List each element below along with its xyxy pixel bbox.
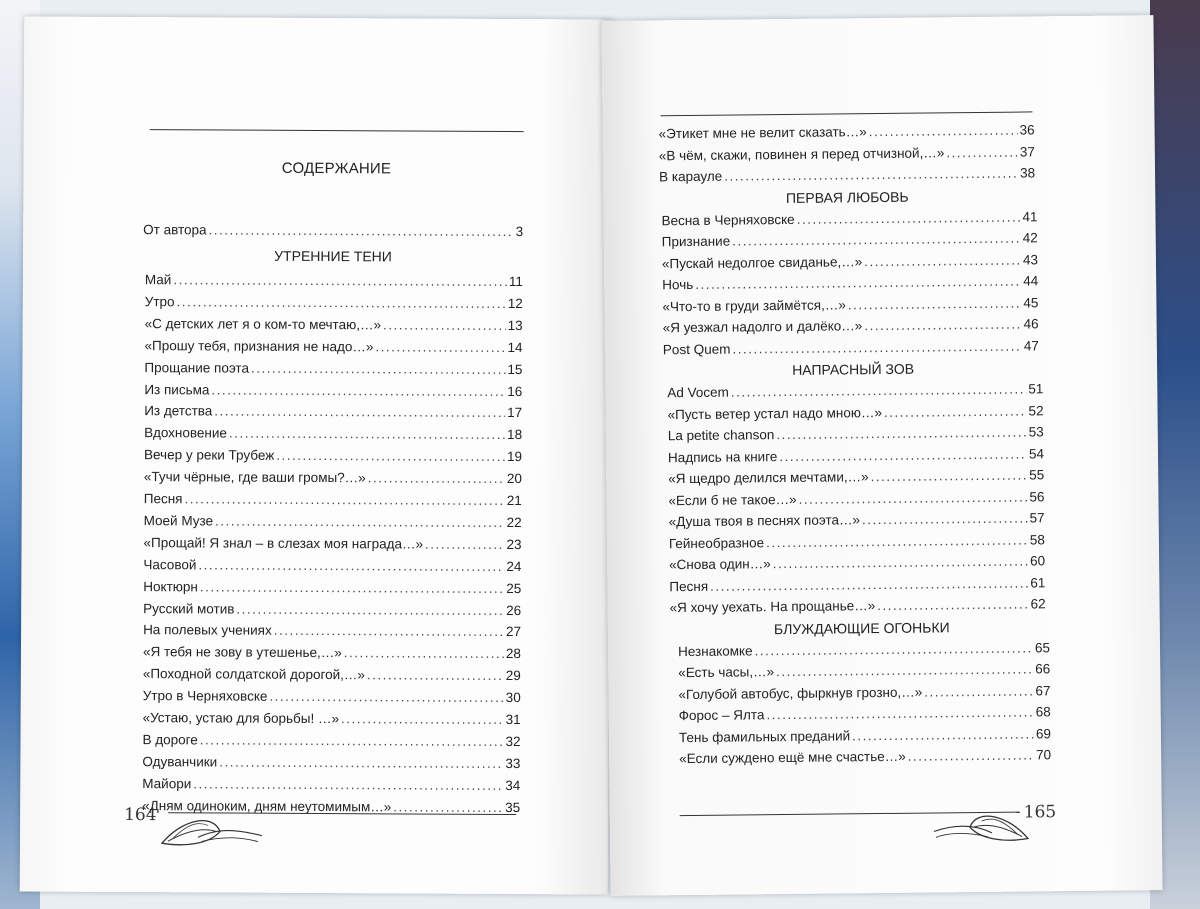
leader-dots [776, 659, 1033, 682]
leader-dots [710, 573, 1028, 596]
toc-entry-label: Из детства [144, 403, 213, 419]
toc-entry-label: «Пусть ветер устал надо мною…» [667, 404, 883, 422]
toc-entry-label: Незнакомке [677, 642, 753, 659]
toc-entry-page: 47 [1023, 337, 1039, 354]
toc-entry [668, 465, 1044, 489]
toc-entry-label: La petite chanson [667, 427, 775, 444]
leader-dots [870, 465, 1027, 487]
toc-entry-page: 24 [506, 558, 522, 574]
toc-entry [661, 207, 1037, 231]
toc-entry-page: 51 [1028, 381, 1044, 397]
leader-dots [766, 530, 1028, 553]
toc-entry [142, 774, 520, 796]
toc-entry [668, 487, 1044, 511]
toc-entry-label: «В чём, скажи, повинен я перед отчизной,…» [658, 144, 945, 163]
toc-entry [143, 708, 521, 730]
leader-dots [274, 621, 504, 642]
toc-entry-label: От автора [143, 222, 207, 238]
toc-entry-label: «Если б не такое…» [668, 491, 797, 508]
leader-dots [864, 250, 1021, 272]
leader-dots [236, 599, 504, 620]
toc-entry-label: «С детских лет я о ком-то мечтаю,…» [144, 315, 382, 333]
toc-entry [662, 293, 1038, 317]
leader-dots [862, 508, 1028, 530]
leader-dots [754, 638, 1033, 661]
toc-entry-page: 42 [1022, 230, 1038, 246]
toc-list-right [601, 15, 1153, 767]
leader-dots [344, 643, 504, 664]
leader-dots [869, 121, 1018, 143]
toc-entry-page: 62 [1030, 596, 1046, 612]
toc-entry-page: 65 [1034, 639, 1051, 655]
toc-entry [669, 594, 1045, 618]
toc-entry-label: «Этикет мне не велит сказать…» [658, 124, 867, 142]
leader-dots [276, 446, 505, 467]
toc-entry-page: 55 [1029, 467, 1045, 483]
leader-dots [173, 270, 507, 292]
toc-entry-label: Гейнеобразное [668, 534, 765, 551]
toc-entry-page: 25 [506, 580, 522, 596]
toc-entry [145, 292, 523, 314]
toc-entry [678, 659, 1050, 683]
toc-entry-label: Русский мотив [143, 600, 235, 617]
right-page [601, 15, 1162, 896]
toc-entry-label: Вдохновение [144, 425, 227, 441]
leader-dots [797, 207, 1021, 229]
section-heading: БЛУЖДАЮЩИЕ ОГОНЬКИ [773, 618, 950, 637]
toc-entry-page: 52 [1028, 402, 1044, 418]
leader-dots [884, 401, 1027, 422]
leader-dots [215, 511, 505, 533]
leader-dots [198, 555, 504, 577]
leader-dots [251, 358, 506, 379]
toc-entry-page: 3 [515, 224, 524, 240]
toc-entry [144, 358, 522, 380]
left-page [20, 16, 613, 894]
toc-entry [144, 489, 522, 511]
toc-entry [145, 336, 523, 358]
toc-entry [144, 401, 522, 423]
toc-entry-label: «Есть часы,…» [678, 664, 775, 681]
toc-entry [144, 380, 522, 402]
toc-entry-label: Майори [142, 775, 192, 792]
toc-entry-page: 46 [1023, 316, 1039, 332]
toc-entry-label: Ноктюрн [143, 578, 198, 594]
toc-entry [662, 271, 1038, 295]
toc-entry [144, 423, 522, 445]
leader-dots [425, 534, 505, 554]
leader-dots [773, 551, 1029, 574]
toc-entry-label: «Прошу тебя, признания не надо…» [144, 337, 374, 354]
leaf-ornament-icon [932, 808, 1032, 849]
leader-dots [776, 422, 1027, 445]
leader-dots [766, 702, 1033, 725]
toc-entry-page: 60 [1030, 553, 1046, 569]
toc-entry-label: На полевых учениях [143, 622, 272, 639]
toc-entry [659, 163, 1035, 187]
toc-entry [143, 620, 521, 642]
toc-entry-label: «Что-то в груди займётся,…» [662, 296, 846, 314]
toc-entry-label: Надпись на книге [667, 448, 778, 465]
toc-entry-label: Песня [143, 491, 183, 507]
toc-entry-page: 20 [506, 471, 522, 487]
toc-entry-label: Часовой [143, 556, 197, 573]
toc-entry [678, 638, 1050, 662]
toc-entry-label: «Я уезжал надолго и далёко…» [662, 318, 863, 336]
toc-entry-label: Утро в Черняховске [142, 688, 268, 704]
toc-entry [143, 599, 521, 621]
toc-entry-page: 41 [1022, 208, 1038, 225]
toc-entry [143, 642, 521, 664]
toc-entry-page: 44 [1023, 273, 1039, 289]
toc-entry-page: 26 [506, 602, 522, 618]
leader-dots [214, 402, 505, 424]
toc-entry-page: 22 [506, 514, 522, 530]
leader-dots [695, 272, 1021, 295]
toc-entry-page: 17 [507, 405, 523, 421]
toc-entry-label: «Если суждено ещё мне счастье…» [679, 748, 906, 767]
toc-entry-page: 19 [506, 449, 523, 465]
leader-dots [211, 380, 505, 402]
leader-dots [177, 292, 506, 314]
leader-dots [724, 164, 1018, 187]
toc-entry [667, 401, 1043, 425]
toc-entry-page: 14 [507, 339, 523, 355]
toc-entry [669, 573, 1045, 597]
toc-entry-label: Вечер у реки Трубеж [143, 447, 275, 463]
toc-entry-page: 57 [1029, 510, 1045, 526]
leader-dots [732, 229, 1021, 252]
toc-entry-page: 13 [507, 317, 523, 333]
toc-entry-page: 54 [1028, 445, 1045, 461]
toc-entry [144, 445, 522, 467]
section-heading: УТРЕННИЕ ТЕНИ [274, 247, 392, 265]
toc-entry-intro [143, 220, 523, 242]
toc-entry-page: 16 [507, 383, 523, 399]
toc-entry-page: 28 [505, 646, 522, 662]
leader-dots [383, 315, 506, 336]
toc-entry-page: 70 [1036, 747, 1052, 763]
toc-entry-label: Признание [661, 233, 731, 250]
leader-dots [864, 315, 1022, 337]
leaf-ornament-icon [158, 813, 268, 854]
toc-entry-page: 31 [505, 711, 521, 728]
toc-entry-label: «Я щедро делился мечтами,…» [668, 469, 869, 487]
page-number: 164 [124, 805, 157, 826]
toc-entry-page: 27 [506, 624, 522, 640]
toc-entry-label: Post Quem [662, 341, 731, 357]
toc-entry-page: 30 [505, 690, 521, 706]
toc-entry-label: В карауле [658, 168, 723, 185]
toc-entry [659, 142, 1035, 166]
toc-entry-label: «Пускай недолгое свиданье,…» [661, 253, 863, 271]
toc-entry [679, 724, 1051, 748]
toc-entry [143, 533, 521, 555]
toc-entry-label: Из письма [144, 381, 210, 397]
toc-entry-label: Форос – Ялта [678, 707, 765, 724]
toc-entry [144, 467, 522, 489]
toc-entry-label: «Снова один…» [669, 556, 771, 573]
toc-entry-page: 58 [1029, 531, 1045, 547]
toc-entry [145, 314, 523, 336]
toc-entry-label: «Походной солдатской дорогой,…» [142, 666, 365, 683]
toc-entry-page: 15 [507, 361, 523, 377]
toc-entry-page: 35 [505, 799, 521, 815]
toc-entry-page: 18 [507, 427, 523, 443]
toc-entry [143, 577, 521, 599]
toc-entry-page: 68 [1035, 704, 1051, 720]
toc-entry [668, 444, 1044, 468]
toc-entry [663, 336, 1039, 360]
leader-dots [367, 665, 504, 686]
toc-entry-label: Одуванчики [142, 753, 218, 770]
toc-entry-page: 32 [505, 733, 521, 749]
toc-entry-label: Тень фамильных преданий [678, 727, 851, 745]
section-heading: НАПРАСНЫЙ ЗОВ [792, 360, 915, 378]
toc-entry [669, 551, 1045, 575]
leader-dots [219, 752, 503, 773]
toc-entry-page: 43 [1022, 251, 1039, 268]
toc-entry [663, 314, 1039, 338]
leader-dots [184, 489, 504, 511]
page-title: СОДЕРЖАНИЕ [281, 159, 392, 178]
toc-entry [142, 752, 520, 774]
leader-dots [852, 724, 1034, 746]
leader-dots [779, 444, 1027, 467]
toc-entry-label: «Душа твоя в песнях поэта…» [668, 512, 861, 530]
toc-entry [667, 379, 1043, 403]
toc-entry-page: 38 [1019, 165, 1036, 181]
toc-entry-page: 69 [1035, 725, 1051, 741]
leader-dots [341, 709, 504, 730]
leader-dots [269, 687, 503, 708]
toc-entry-page: 67 [1035, 682, 1051, 698]
toc-entry [145, 270, 523, 292]
leader-dots [848, 293, 1022, 315]
toc-entry [659, 120, 1035, 144]
toc-entry-page: 34 [505, 777, 521, 793]
toc-entry-label: «Тучи чёрные, где ваши громы?…» [143, 469, 366, 486]
toc-entry-page: 53 [1028, 424, 1044, 440]
toc-entry-page: 11 [508, 274, 523, 290]
toc-entry-page: 37 [1019, 143, 1035, 160]
toc-entry-page: 23 [506, 536, 522, 552]
leader-dots [229, 424, 505, 445]
page-number: 165 [1023, 802, 1057, 823]
toc-entry-label: Ночь [662, 276, 694, 293]
toc-entry-label: Ad Vocem [667, 384, 729, 401]
toc-entry-label: Песня [669, 578, 709, 594]
toc-entry-label: «Я тебя не зову в утешенье,…» [142, 644, 342, 661]
leader-dots [731, 379, 1027, 402]
section-heading: ПЕРВАЯ ЛЮБОВЬ [785, 188, 909, 206]
toc-entry-label: Прощание поэта [144, 359, 250, 376]
leader-dots [877, 594, 1029, 616]
leader-dots [200, 730, 504, 752]
toc-entry [662, 228, 1038, 252]
toc-entry-label: «Голубой автобус, фыркнув грозно,…» [678, 684, 923, 702]
toc-entry [143, 555, 521, 577]
leader-dots [924, 681, 1033, 702]
toc-entry [678, 681, 1050, 705]
toc-entry [679, 702, 1051, 726]
toc-entry-label: «Устаю, устаю для борьбы! …» [142, 710, 340, 727]
top-rule [660, 111, 1032, 116]
leader-dots [732, 336, 1022, 359]
toc-entry-label: Моей Музе [143, 512, 214, 529]
toc-entry-page: 21 [506, 492, 522, 509]
toc-entry [143, 686, 521, 708]
toc-entry-page: 66 [1035, 661, 1051, 677]
toc-entry-page: 56 [1029, 488, 1045, 504]
toc-entry [669, 530, 1045, 554]
toc-entry [143, 664, 521, 686]
leader-dots [375, 337, 505, 358]
toc-entry-label: Весна в Черняховске [661, 211, 795, 228]
toc-entry [142, 730, 520, 752]
toc-entry-label: Май [144, 272, 172, 288]
leader-dots [368, 468, 505, 489]
top-rule [150, 129, 524, 132]
toc-entry-label: «Я хочу уехать. На прощанье…» [669, 598, 876, 616]
leader-dots [946, 142, 1018, 163]
leader-dots [208, 220, 513, 242]
leader-dots [200, 577, 504, 599]
toc-entry-label: Утро [144, 293, 175, 310]
toc-entry [669, 508, 1045, 532]
leader-dots [798, 487, 1027, 509]
toc-entry-page: 36 [1019, 122, 1035, 138]
leader-dots [193, 774, 503, 796]
toc-entry [679, 745, 1051, 769]
toc-entry-label: «Прощай! Я знал – в слезах моя награда…» [143, 534, 424, 552]
toc-entry-page: 33 [505, 755, 521, 771]
toc-entry-page: 12 [507, 295, 523, 311]
toc-entry-label: «Дням одиноким, дням неутомимым…» [142, 797, 392, 814]
toc-entry-page: 45 [1023, 294, 1039, 311]
toc-entry [668, 422, 1044, 446]
leader-dots [908, 745, 1035, 766]
toc-entry [662, 250, 1038, 274]
toc-entry-page: 61 [1030, 574, 1046, 590]
toc-entry-label: В дороге [142, 731, 198, 748]
toc-entry-page: 29 [505, 668, 521, 684]
toc-entry [144, 511, 522, 533]
